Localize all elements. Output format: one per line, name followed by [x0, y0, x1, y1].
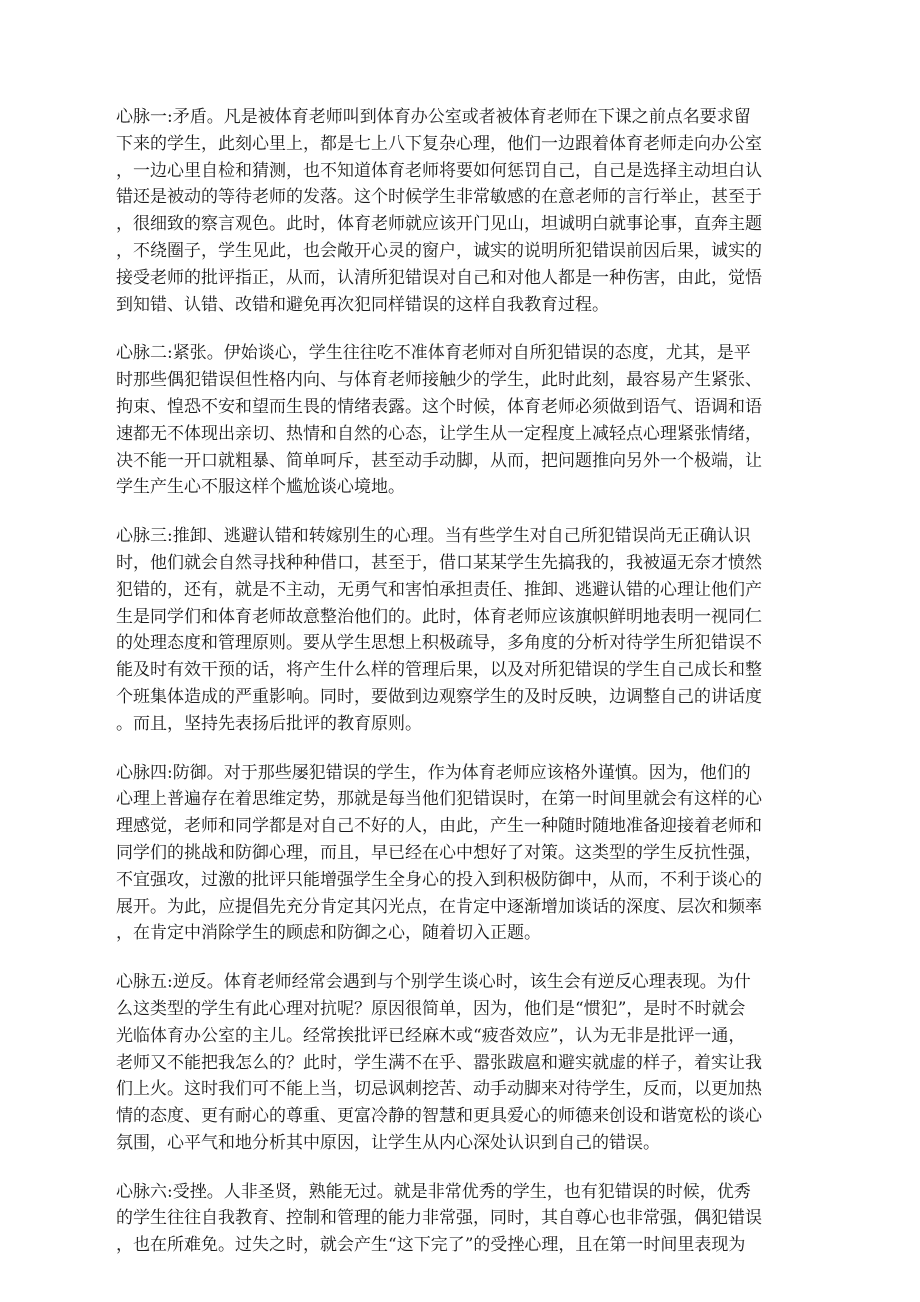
text-line: 的处理态度和管理原则。要从学生思想上积极疏导，多角度的分析对待学生所犯错误不: [116, 633, 762, 654]
paragraph-4: [116, 760, 806, 948]
text-line: 下来的学生，此刻心里上，都是七上八下复杂心理，他们一边跟着体育老师走向办公室: [116, 133, 762, 154]
text-line: 能及时有效干预的话，将产生什么样的管理后果，以及对所犯错误的学生自己成长和整: [116, 660, 762, 681]
text-line: 心脉三:推卸、逃避认错和转嫁别生的心理。当有些学生对自己所犯错误尚无正确认识: [116, 526, 751, 547]
text-line: 到知错、认错、改错和避免再次犯同样错误的这样自我教育过程。: [116, 294, 609, 315]
text-line: 心脉五:逆反。体育老师经常会遇到与个别学生谈心时，该生会有逆反心理表现。为什: [116, 972, 751, 993]
text-line: 么这类型的学生有此心理对抗呢？原因很简单，因为，他们是“惯犯”，是时不时就会: [116, 998, 746, 1019]
text-line: 。而且，坚持先表扬后批评的教育原则。: [116, 713, 422, 734]
text-line: 的学生往往自我教育、控制和管理的能力非常强，同时，其自尊心也非常强，偶犯错误: [116, 1208, 762, 1229]
text-line: 学生产生心不服这样个尴尬谈心境地。: [116, 477, 405, 498]
text-line: 生是同学们和体育老师故意整治他们的。此时，体育老师应该旗帜鲜明地表明一视同仁: [116, 606, 762, 627]
text-line: ，不绕圈子，学生见此，也会敞开心灵的窗户，诚实的说明所犯错误前因后果，诚实的: [116, 240, 762, 261]
text-line: ，也在所难免。过失之时，就会产生“这下完了”的受挫心理，且在第一时间里表现为: [116, 1235, 746, 1256]
document-body: [116, 104, 806, 1281]
text-line: 不宜强攻，过激的批评只能增强学生全身心的投入到积极防御中，从而，不利于谈心的: [116, 869, 762, 890]
paragraph-3: [116, 523, 806, 737]
paragraph-5: [116, 969, 806, 1157]
text-line: 时，他们就会自然寻找种种借口，甚至于，借口某某学生先搞我的，我被逼无奈才愤然: [116, 552, 762, 573]
text-line: ，一边心里自检和猜测，也不知道体育老师将要如何惩罚自己，自己是选择主动坦白认: [116, 160, 762, 181]
text-line: 犯错的，还有，就是不主动，无勇气和害怕承担责任、推卸、逃避认错的心理让他们产: [116, 579, 762, 600]
text-line: 个班集体造成的严重影响。同时，要做到边观察学生的及时反映，边调整自己的讲话度: [116, 686, 762, 707]
text-line: 们上火。这时我们可不能上当，切忌讽刺挖苦、动手动脚来对待学生，反而，以更加热: [116, 1079, 762, 1100]
text-line: 接受老师的批评指正，从而，认清所犯错误对自己和对他人都是一种伤害，由此，觉悟: [116, 267, 762, 288]
text-line: 展开。为此，应提倡先充分肯定其闪光点，在肯定中逐渐增加谈话的深度、层次和频率: [116, 896, 762, 917]
text-line: 心理上普遍存在着思维定势，那就是每当他们犯错误时，在第一时间里就会有这样的心: [116, 789, 762, 810]
text-line: 心脉二:紧张。伊始谈心，学生往往吃不准体育老师对自所犯错误的态度，尤其，是平: [116, 343, 751, 364]
text-line: 老师又不能把我怎么的？此时，学生满不在乎、嚣张跋扈和避实就虚的样子，着实让我: [116, 1052, 762, 1073]
text-line: ，在肯定中消除学生的顾虑和防御之心，随着切入正题。: [116, 923, 541, 944]
text-line: 错还是被动的等待老师的发落。这个时候学生非常敏感的在意老师的言行举止，甚至于: [116, 187, 762, 208]
text-line: 拘束、惶恐不安和望而生畏的情绪表露。这个时候，体育老师必须做到语气、语调和语: [116, 396, 762, 417]
text-line: 氛围，心平气和地分析其中原因，让学生从内心深处认识到自己的错误。: [116, 1132, 660, 1153]
text-line: 情的态度、更有耐心的尊重、更富冷静的智慧和更具爱心的师德来创设和谐宽松的谈心: [116, 1106, 762, 1127]
paragraph-1: [116, 104, 806, 318]
text-line: 速都无不体现出亲切、热情和自然的心态，让学生从一定程度上减轻点心理紧张情绪，: [116, 423, 762, 444]
text-line: 理感觉，老师和同学都是对自己不好的人，由此，产生一种随时随地准备迎接着老师和: [116, 816, 762, 837]
text-line: 心脉四:防御。对于那些屡犯错误的学生，作为体育老师应该格外谨慎。因为，他们的: [116, 762, 751, 783]
text-line: 决不能一开口就粗暴、简单呵斥，甚至动手动脚，从而，把问题推向另外一个极端，让: [116, 450, 762, 471]
text-line: 心脉一:矛盾。凡是被体育老师叫到体育办公室或者被体育老师在下课之前点名要求留: [116, 107, 751, 127]
text-line: 时那些偶犯错误但性格内向、与体育老师接触少的学生，此时此刻，最容易产生紧张、: [116, 370, 762, 391]
text-line: ，很细致的察言观色。此时，体育老师就应该开门见山，坦诚明白就事论事，直奔主题: [116, 214, 762, 235]
paragraph-2: [116, 340, 806, 501]
text-line: 光临体育办公室的主儿。经常挨批评已经麻木或“疲沓效应”，认为无非是批评一通，: [116, 1025, 746, 1046]
paragraph-6: [116, 1179, 806, 1259]
text-line: 心脉六:受挫。人非圣贤，熟能无过。就是非常优秀的学生，也有犯错误的时候，优秀: [116, 1181, 751, 1202]
text-line: 同学们的挑战和防御心理，而且，早已经在心中想好了对策。这类型的学生反抗性强，: [116, 842, 762, 863]
